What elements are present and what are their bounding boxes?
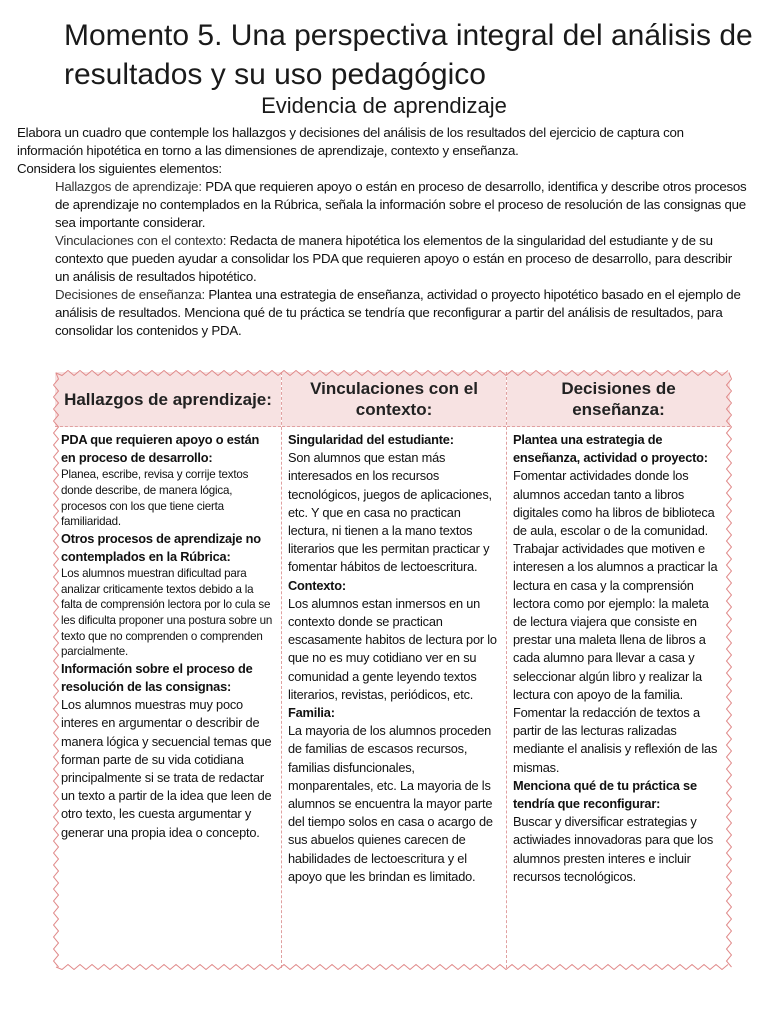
instruction-item [55,286,747,340]
column-header: Vinculaciones con el contexto: [282,372,506,427]
cell-heading: Menciona qué de tu práctica se tendría que reconfigurar: [513,777,697,812]
cell-heading: PDA que requieren apoyo o están en proceso de desarrollo: [61,432,260,466]
cell-heading: Otros procesos de aprendizaje no contemplados en la Rúbrica: [61,530,261,564]
cell-heading: Singularidad del estudiante: [288,432,454,447]
instruction-item-text: PDA que requieren apoyo o están en proceso de desarrollo, identifica y describe otros procesos de aprendizaje no contemplados en la Rúbrica, señala la información sobre el proceso de resolución de las consignas que sea importante considerar. [55,179,747,230]
cell-text: Son alumnos que estan más interesados en los recursos tecnológicos, juegos de aplicaciones, etc. Y que en casa no practican lectura, ni tienen a la mano textos literarios que les permitan practicar y fomentar hábitos de lectoescritura. [288,450,492,575]
column-body [61,427,275,842]
cell-text: Planea, escribe, revisa y corrije textos donde describe, de manera lógica, procesos con los que tiene cierta familiaridad. [61,468,249,529]
evidence-table [55,372,730,968]
instruction-item [55,178,747,232]
cell-heading: Familia: [288,705,335,721]
column-decisiones [507,372,730,968]
cell-heading: Información sobre el proceso de resolución de las consignas: [61,660,253,694]
cell-text: Los alumnos muestras muy poco interes en argumentar o describir de manera lógica y secuencial temas que forman parte de su vida cotidiana principalmente si se trata de redactar un texto a partir de la idea que leen de otro texto, les cuesta argumentar y generar una propia idea o concepto. [61,697,272,840]
instruction-item-text: Plantea una estrategia de enseñanza, actividad o proyecto hipotético basado en el ejemplo de análisis de resultados. Menciona qué de tu práctica se tendría que reconfigurar a partir del análisis de resultados, para consolidar los contenidos y PDA. [55,287,741,338]
instruction-item-label: Vinculaciones con el contexto: [55,233,227,248]
cell-heading: Contexto: [288,577,346,593]
column-body [513,427,724,886]
cell-text: La mayoria de los alumnos proceden de familias de escasos recursos, familias disfuncionales, monparentales, etc. La mayoria de ls alumnos se encuentra la mayor parte del tiempo solos en casa o acargo de sus abuelos quienes carecen de habilidades de lectoescritura y el apoyo que les brindan es limitado. [288,723,493,884]
cell-text: Los alumnos estan inmersos en un contexto donde se practican escasamente habitos de lectura por lo que no es muy cotidiano ver en su comunidad a gente leyendo textos literarios, revistas, periódicos, etc. [288,595,497,702]
instruction-item [55,232,747,286]
instruction-item-label: Hallazgos de aprendizaje: [55,179,202,194]
column-vinculaciones [282,372,507,968]
instructions-paragraph: Elabora un cuadro que contemple los hallazgos y decisiones del análisis de los resultados del ejercicio de captura con información hipotética en torno a las dimensiones de aprendizaje, contexto y enseñanza. [17,125,684,158]
cell-text: Los alumnos muestran dificultad para analizar criticamente textos debido a la falta de comprensión lectora por lo cula se les dificulta proponer una postura sobre un texto que no comprenden o comprenden parcialmente. [61,567,273,659]
instructions [17,124,747,340]
column-header: Decisiones de enseñanza: [507,372,730,427]
cell-text: Trabajar actividades que motiven e interesen a los alumnos a practicar la lectura en casa y la comprensión lectora como por ejemplo: la maleta de lectura viajera que consiste en prestar una maleta llena de libros a cada alumno para llevar a casa y seleccionar algún libro y realizar la lectura con apoyo de la familia. [513,541,718,702]
column-hallazgos [55,372,282,968]
instructions-consider: Considera los siguientes elementos: [17,161,222,176]
cell-text: Buscar y diversificar estrategias y actiwiades innovadoras para que los alumnos presten interes e incluir recursos tecnológicos. [513,814,714,884]
page-subtitle: Evidencia de aprendizaje [261,93,507,118]
page-title: Momento 5. Una perspectiva integral del análisis de resultados y su uso pedagógico [64,19,753,91]
cell-text: Fomentar actividades donde los alumnos accedan tanto a libros digitales como ha libros de biblioteca de aula, escolar o de la comunidad. [513,468,715,539]
instruction-item-label: Decisiones de enseñanza: [55,287,205,302]
cell-text: Fomentar la redacción de textos a partir de las lecturas ralizadas mediante el analisis y reflexión de las mismas. [513,705,718,775]
column-header: Hallazgos de aprendizaje: [55,372,281,427]
cell-heading: Plantea una estrategia de enseñanza, actividad o proyecto: [513,432,708,466]
instructions-items [55,178,747,340]
instruction-item-text: Redacta de manera hipotética los elementos de la singularidad del estudiante y de su contexto que pueden ayudar a consolidar los PDA que requieren apoyo o están en proceso de desarrollo, para describir un análisis de resultados hipotético. [55,233,732,284]
column-body [288,427,500,886]
